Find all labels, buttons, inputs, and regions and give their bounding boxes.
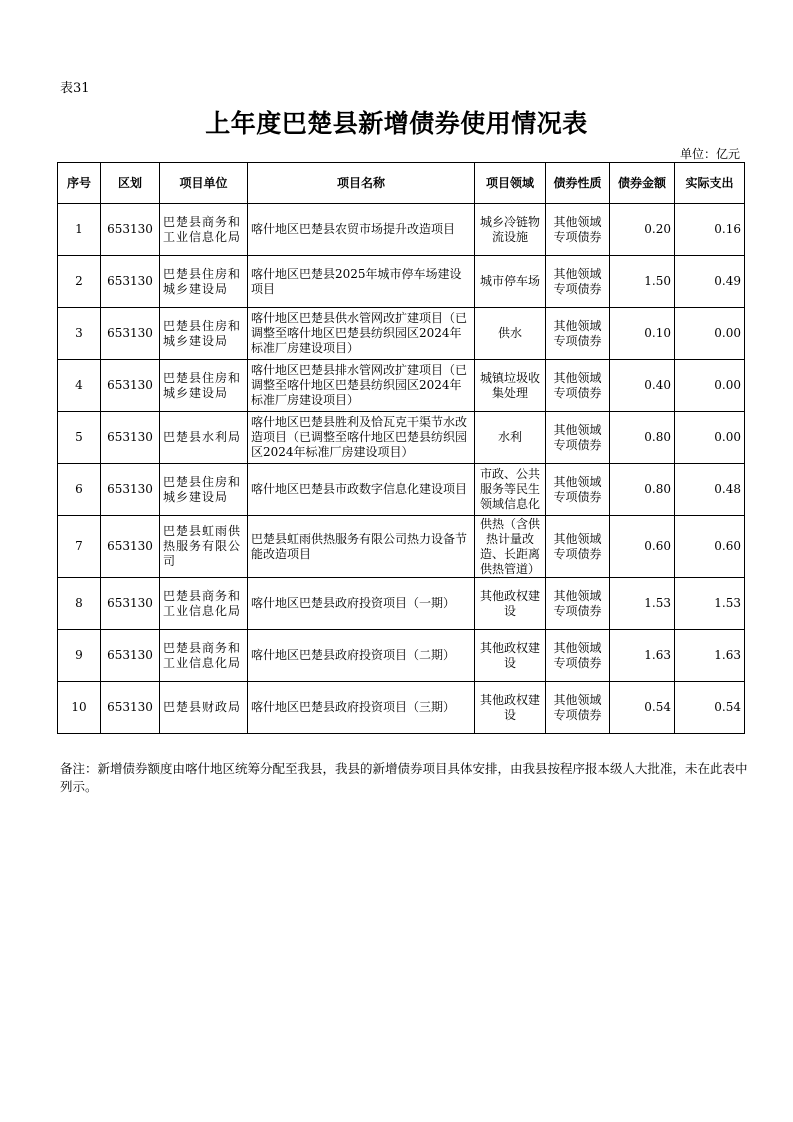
header-row xyxy=(58,163,745,204)
cell-unit: 巴楚县住房和城乡建设局 xyxy=(160,308,248,360)
header-amount: 债券金额 xyxy=(610,163,675,204)
cell-nature: 其他领域专项债券 xyxy=(546,256,610,308)
header-unit: 项目单位 xyxy=(160,163,248,204)
header-nature: 债券性质 xyxy=(546,163,610,204)
cell-region: 653130 xyxy=(101,360,160,412)
header-spent: 实际支出 xyxy=(675,163,745,204)
cell-project-name: 喀什地区巴楚县胜利及恰瓦克干渠节水改造项目（已调整至喀什地区巴楚县纺织园区2024年标准厂房建设项目） xyxy=(248,412,475,464)
cell-no: 1 xyxy=(58,204,101,256)
cell-amount: 1.63 xyxy=(610,630,675,682)
cell-no: 8 xyxy=(58,578,101,630)
cell-nature: 其他领域专项债券 xyxy=(546,630,610,682)
table-row xyxy=(58,360,745,412)
cell-field: 供水 xyxy=(475,308,546,360)
table-number-label: 表31 xyxy=(60,81,90,96)
header-region: 区划 xyxy=(101,163,160,204)
cell-unit: 巴楚县虹雨供热服务有限公司 xyxy=(160,516,248,578)
cell-region: 653130 xyxy=(101,630,160,682)
cell-field: 城镇垃圾收集处理 xyxy=(475,360,546,412)
cell-field: 城市停车场 xyxy=(475,256,546,308)
cell-unit: 巴楚县住房和城乡建设局 xyxy=(160,256,248,308)
cell-project-name: 喀什地区巴楚县农贸市场提升改造项目 xyxy=(248,204,475,256)
cell-project-name: 喀什地区巴楚县排水管网改扩建项目（已调整至喀什地区巴楚县纺织园区2024年标准厂房建设项目） xyxy=(248,360,475,412)
cell-spent: 0.48 xyxy=(675,464,745,516)
cell-field: 水利 xyxy=(475,412,546,464)
cell-unit: 巴楚县商务和工业信息化局 xyxy=(160,630,248,682)
cell-region: 653130 xyxy=(101,682,160,734)
table-row xyxy=(58,308,745,360)
cell-unit: 巴楚县商务和工业信息化局 xyxy=(160,204,248,256)
cell-spent: 0.49 xyxy=(675,256,745,308)
cell-spent: 0.54 xyxy=(675,682,745,734)
cell-nature: 其他领域专项债券 xyxy=(546,464,610,516)
cell-project-name: 巴楚县虹雨供热服务有限公司热力设备节能改造项目 xyxy=(248,516,475,578)
cell-amount: 0.80 xyxy=(610,464,675,516)
cell-project-name: 喀什地区巴楚县2025年城市停车场建设项目 xyxy=(248,256,475,308)
cell-unit: 巴楚县住房和城乡建设局 xyxy=(160,360,248,412)
cell-field: 其他政权建设 xyxy=(475,630,546,682)
header-field: 项目领域 xyxy=(475,163,546,204)
table-row xyxy=(58,464,745,516)
table-row xyxy=(58,516,745,578)
cell-unit: 巴楚县财政局 xyxy=(160,682,248,734)
cell-region: 653130 xyxy=(101,464,160,516)
cell-project-name: 喀什地区巴楚县政府投资项目（三期） xyxy=(248,682,475,734)
cell-amount: 0.40 xyxy=(610,360,675,412)
bond-usage-table xyxy=(57,162,745,734)
cell-field: 市政、公共服务等民生领域信息化 xyxy=(475,464,546,516)
cell-no: 9 xyxy=(58,630,101,682)
cell-region: 653130 xyxy=(101,308,160,360)
cell-no: 6 xyxy=(58,464,101,516)
cell-region: 653130 xyxy=(101,412,160,464)
cell-no: 10 xyxy=(58,682,101,734)
cell-unit: 巴楚县住房和城乡建设局 xyxy=(160,464,248,516)
cell-project-name: 喀什地区巴楚县市政数字信息化建设项目 xyxy=(248,464,475,516)
table-row xyxy=(58,578,745,630)
cell-project-name: 喀什地区巴楚县供水管网改扩建项目（已调整至喀什地区巴楚县纺织园区2024年标准厂房建设项目） xyxy=(248,308,475,360)
cell-spent: 1.63 xyxy=(675,630,745,682)
cell-region: 653130 xyxy=(101,256,160,308)
unit-label: 单位：亿元 xyxy=(679,147,740,161)
cell-spent: 0.16 xyxy=(675,204,745,256)
cell-amount: 0.80 xyxy=(610,412,675,464)
cell-field: 供热（含供热计量改造、长距离供热管道） xyxy=(475,516,546,578)
cell-unit: 巴楚县水利局 xyxy=(160,412,248,464)
cell-unit: 巴楚县商务和工业信息化局 xyxy=(160,578,248,630)
page-title: 上年度巴楚县新增债券使用情况表 xyxy=(205,109,588,138)
header-no: 序号 xyxy=(58,163,101,204)
cell-nature: 其他领域专项债券 xyxy=(546,360,610,412)
table-row xyxy=(58,256,745,308)
cell-region: 653130 xyxy=(101,578,160,630)
cell-spent: 0.00 xyxy=(675,308,745,360)
cell-spent: 1.53 xyxy=(675,578,745,630)
cell-nature: 其他领域专项债券 xyxy=(546,516,610,578)
table-row xyxy=(58,630,745,682)
cell-amount: 0.10 xyxy=(610,308,675,360)
cell-region: 653130 xyxy=(101,516,160,578)
cell-amount: 0.20 xyxy=(610,204,675,256)
cell-region: 653130 xyxy=(101,204,160,256)
cell-amount: 0.54 xyxy=(610,682,675,734)
cell-field: 城乡冷链物流设施 xyxy=(475,204,546,256)
cell-amount: 0.60 xyxy=(610,516,675,578)
cell-spent: 0.00 xyxy=(675,360,745,412)
cell-nature: 其他领域专项债券 xyxy=(546,578,610,630)
cell-no: 7 xyxy=(58,516,101,578)
cell-nature: 其他领域专项债券 xyxy=(546,412,610,464)
table-row xyxy=(58,204,745,256)
header-project-name: 项目名称 xyxy=(248,163,475,204)
cell-nature: 其他领域专项债券 xyxy=(546,308,610,360)
cell-no: 4 xyxy=(58,360,101,412)
cell-field: 其他政权建设 xyxy=(475,578,546,630)
cell-field: 其他政权建设 xyxy=(475,682,546,734)
cell-project-name: 喀什地区巴楚县政府投资项目（一期） xyxy=(248,578,475,630)
cell-amount: 1.50 xyxy=(610,256,675,308)
table-row xyxy=(58,412,745,464)
cell-amount: 1.53 xyxy=(610,578,675,630)
cell-no: 2 xyxy=(58,256,101,308)
cell-no: 3 xyxy=(58,308,101,360)
footnote: 备注：新增债券额度由喀什地区统筹分配至我县，我县的新增债券项目具体安排，由我县按程序报本级人大批准，未在此表中列示。 xyxy=(60,761,748,794)
cell-nature: 其他领域专项债券 xyxy=(546,682,610,734)
cell-no: 5 xyxy=(58,412,101,464)
cell-spent: 0.60 xyxy=(675,516,745,578)
cell-nature: 其他领域专项债券 xyxy=(546,204,610,256)
cell-spent: 0.00 xyxy=(675,412,745,464)
cell-project-name: 喀什地区巴楚县政府投资项目（二期） xyxy=(248,630,475,682)
table-row xyxy=(58,682,745,734)
